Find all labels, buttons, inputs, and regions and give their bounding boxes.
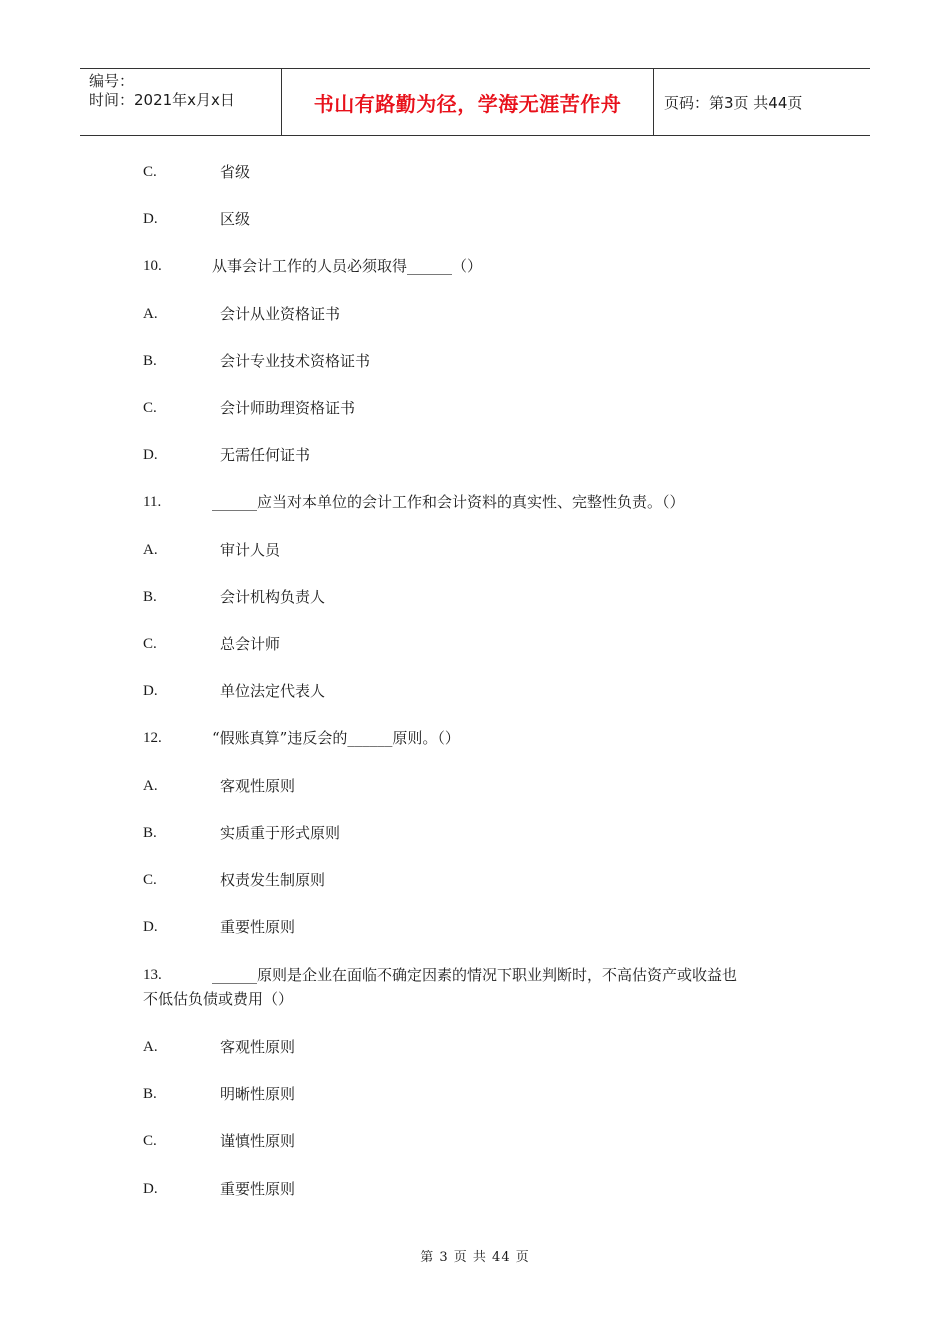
option-label: A. xyxy=(143,306,158,322)
header-page-info: 页码：第3页 共44页 xyxy=(664,93,803,112)
option-text: 会计从业资格证书 xyxy=(220,305,341,323)
page-header xyxy=(80,68,870,136)
option-text: 单位法定代表人 xyxy=(220,682,326,700)
option-text: 省级 xyxy=(220,163,251,181)
question-text: ______原则是企业在面临不确定因素的情况下职业判断时，不高估资产或收益也 xyxy=(212,966,738,984)
header-motto: 书山有路勤为径，学海无涯苦作舟 xyxy=(282,69,654,135)
option-label: D. xyxy=(143,1181,158,1197)
option-label: C. xyxy=(143,400,157,416)
option-text: 无需任何证书 xyxy=(220,446,311,464)
question-number: 12. xyxy=(143,730,162,746)
option-text: 会计机构负责人 xyxy=(220,588,326,606)
option-text: 重要性原则 xyxy=(220,1180,296,1198)
header-meta xyxy=(80,69,282,135)
option-text: 区级 xyxy=(220,210,251,228)
option-label: A. xyxy=(143,542,158,558)
option-text: 权责发生制原则 xyxy=(220,871,326,889)
option-label: B. xyxy=(143,825,157,841)
option-label: D. xyxy=(143,919,158,935)
option-label: B. xyxy=(143,353,157,369)
option-label: C. xyxy=(143,1133,157,1149)
page-footer: 第 3 页 共 44 页 xyxy=(420,1250,530,1265)
option-label: C. xyxy=(143,164,157,180)
option-label: D. xyxy=(143,447,158,463)
question-text-continued: 不低估负债或费用（） xyxy=(143,990,294,1008)
option-label: D. xyxy=(143,683,158,699)
option-text: 会计专业技术资格证书 xyxy=(220,352,371,370)
option-label: B. xyxy=(143,589,157,605)
option-text: 总会计师 xyxy=(220,635,281,653)
document-date: 时间：2021年x月x日 xyxy=(89,91,235,109)
document-number: 编号： xyxy=(89,72,135,90)
option-label: D. xyxy=(143,211,158,227)
option-text: 客观性原则 xyxy=(220,777,296,795)
question-text: 从事会计工作的人员必须取得______（） xyxy=(212,257,483,275)
question-text: “假账真算”违反会的______原则。（） xyxy=(212,729,460,747)
option-label: C. xyxy=(143,636,157,652)
question-number: 10. xyxy=(143,258,162,274)
option-label: B. xyxy=(143,1086,157,1102)
option-text: 重要性原则 xyxy=(220,918,296,936)
question-number: 11. xyxy=(143,494,162,510)
option-text: 谨慎性原则 xyxy=(220,1132,296,1150)
option-label: A. xyxy=(143,778,158,794)
option-text: 审计人员 xyxy=(220,541,281,559)
option-text: 会计师助理资格证书 xyxy=(220,399,356,417)
option-text: 明晰性原则 xyxy=(220,1085,296,1103)
option-label: A. xyxy=(143,1039,158,1055)
option-text: 实质重于形式原则 xyxy=(220,824,341,842)
option-text: 客观性原则 xyxy=(220,1038,296,1056)
question-text: ______应当对本单位的会计工作和会计资料的真实性、完整性负责。（） xyxy=(212,493,685,511)
question-number: 13. xyxy=(143,967,162,983)
option-label: C. xyxy=(143,872,157,888)
